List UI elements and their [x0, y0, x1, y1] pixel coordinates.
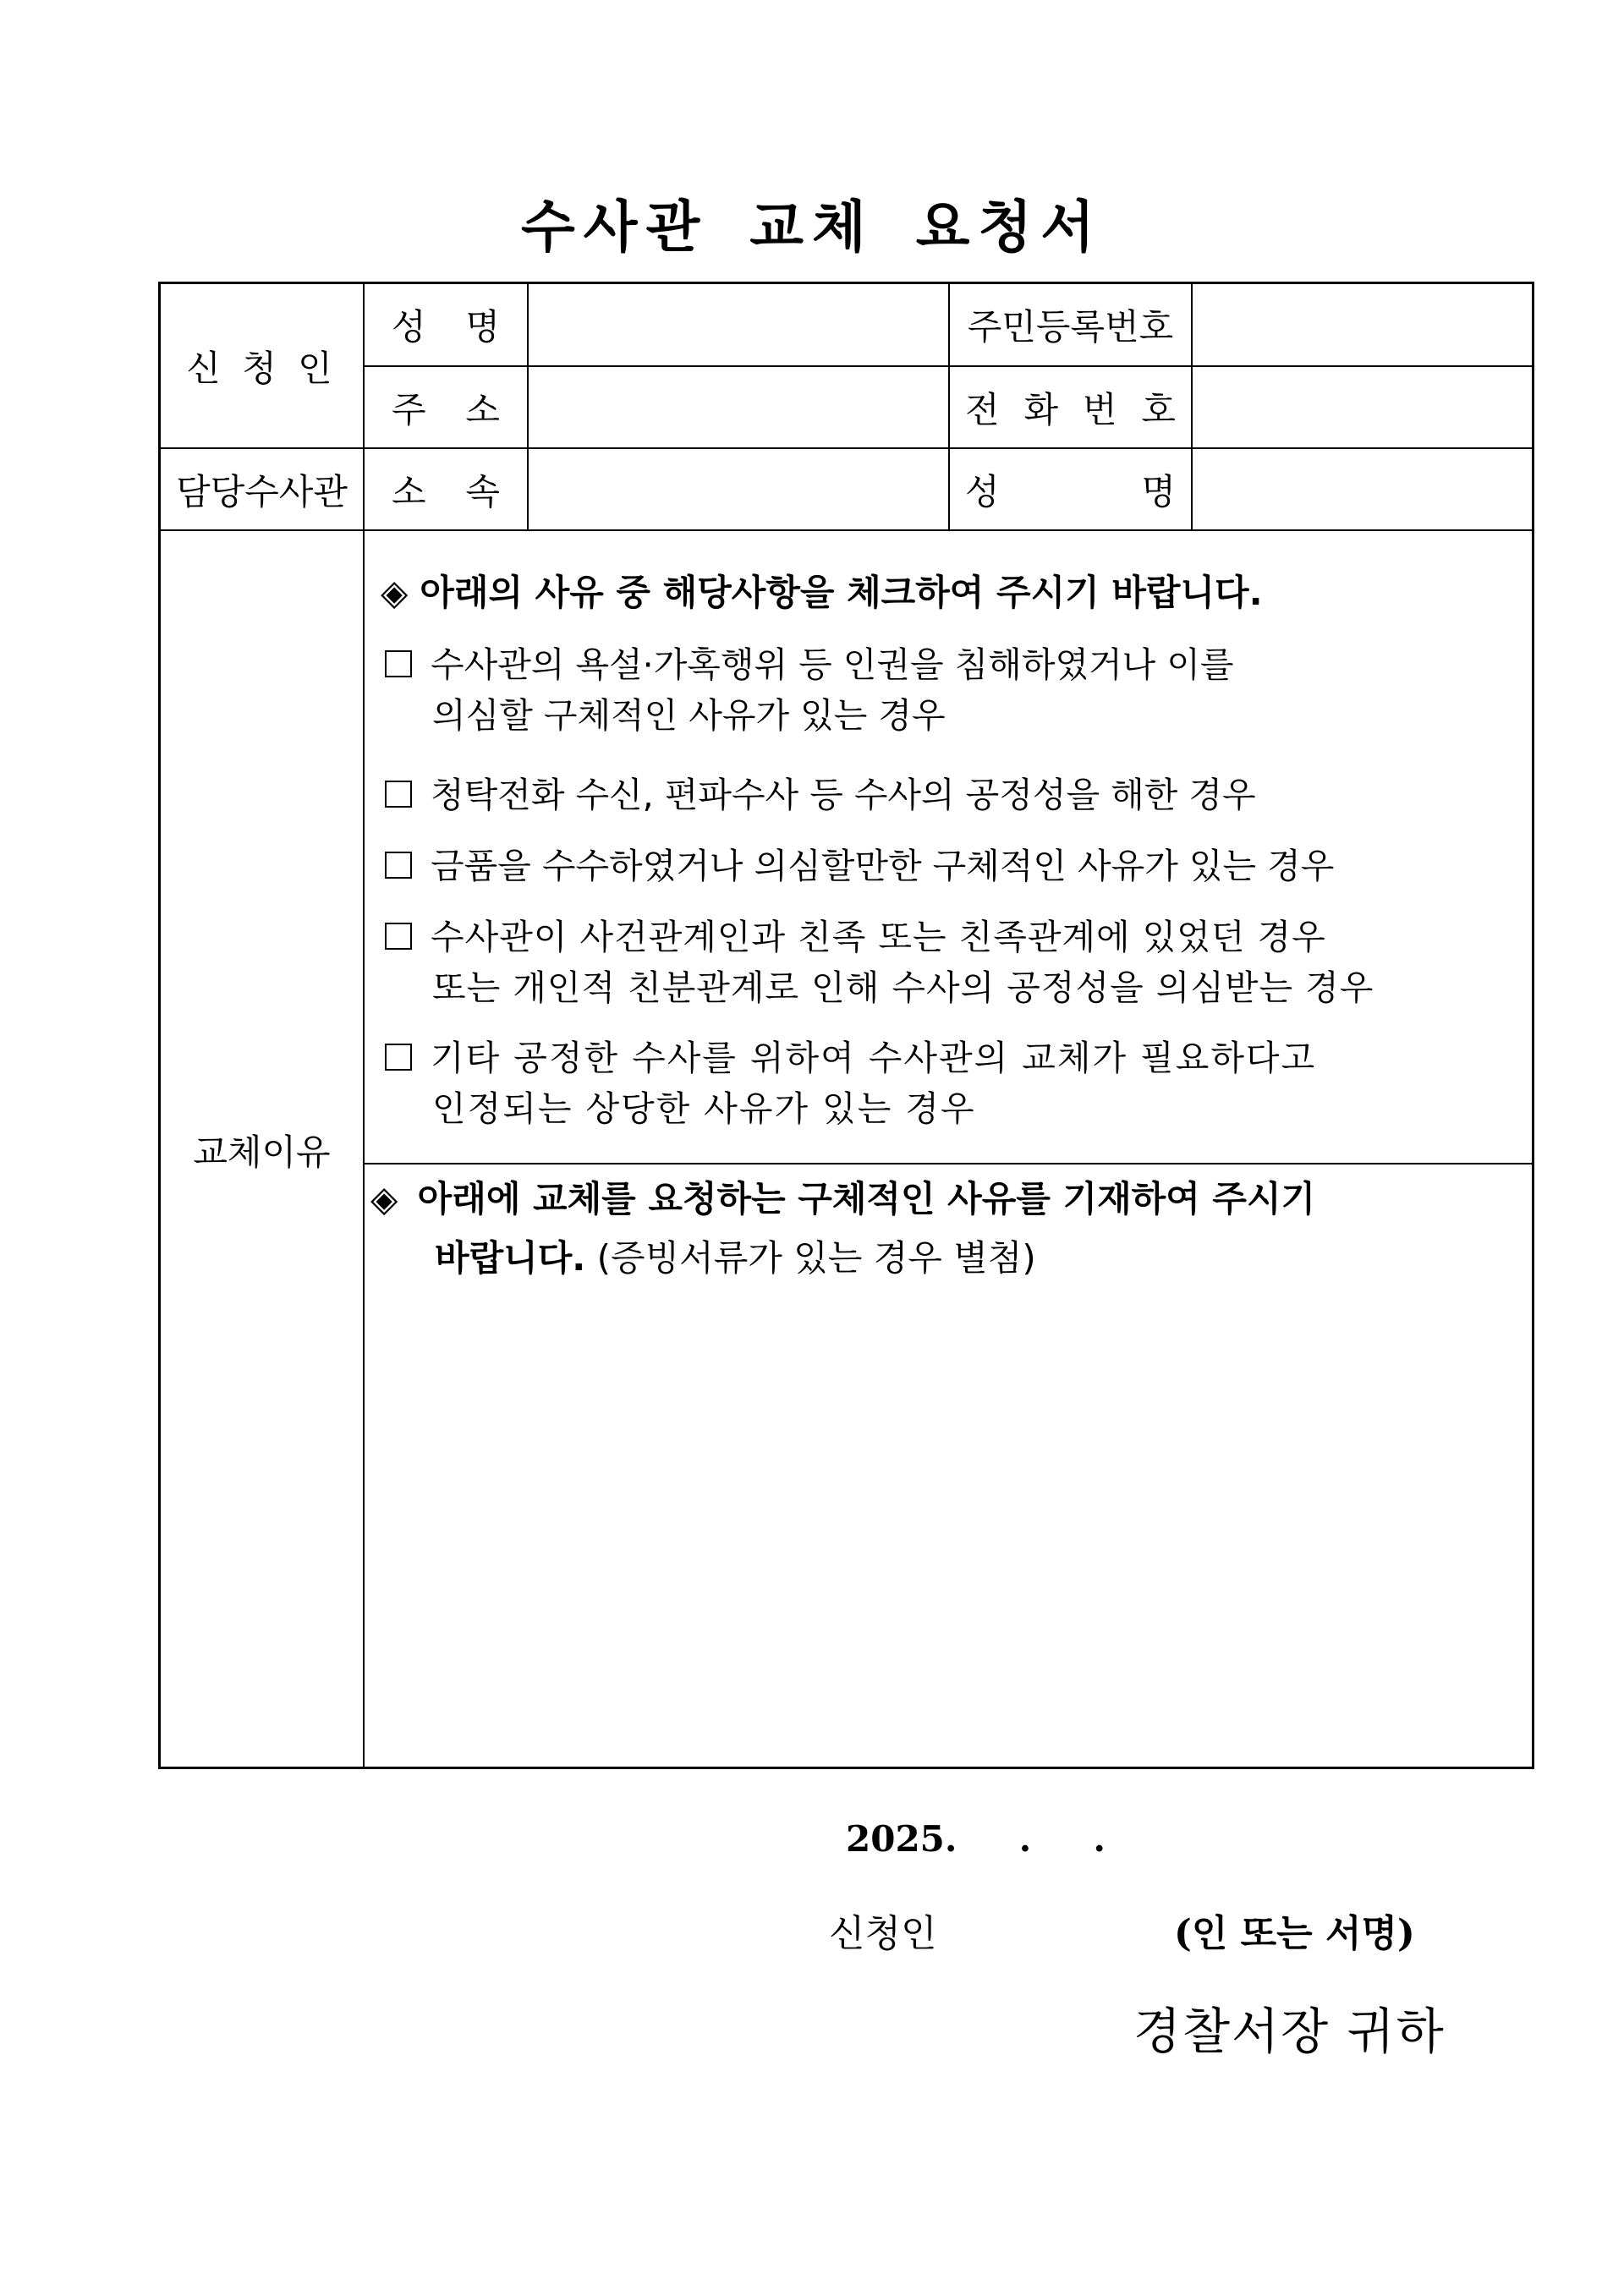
reason-option-text: 수사관이 사건관계인과 친족 또는 친족관계에 있었던 경우	[431, 917, 1326, 957]
reason-option-text: 인정되는 상당한 사유가 있는 경우	[432, 1088, 976, 1129]
seal-or-signature[interactable]: (인 또는 서명)	[1174, 1912, 1415, 1955]
officer-name-label-char: 성	[965, 470, 1000, 512]
address-label	[365, 367, 527, 447]
name-label-char: 명	[465, 306, 500, 348]
name-label	[365, 284, 527, 365]
phone-label-char: 전	[965, 388, 1000, 430]
affiliation-label-char: 속	[465, 470, 500, 512]
detail-instruction-text: 아래에 교체를 요청하는 구체적인 사유를 기재하여 주시기	[417, 1178, 1316, 1219]
checkbox[interactable]	[385, 1044, 412, 1071]
row-divider	[161, 529, 1534, 531]
check-instruction-text: 아래의 사유 중 해당사항을 체크하여 주시기 바랍니다.	[420, 572, 1263, 613]
phone-label-char: 화	[1023, 388, 1059, 430]
applicant-signature-label: 신청인	[829, 1912, 937, 1955]
diamond-bullet-icon: ◈	[381, 572, 409, 613]
diamond-bullet-icon: ◈	[370, 1178, 398, 1219]
rrn-label: 주민등록번호	[967, 306, 1174, 348]
detail-instruction-text: 바랍니다.	[435, 1237, 586, 1279]
reason-option-text: 기타 공정한 수사를 위하여 수사관의 교체가 필요하다고	[431, 1038, 1317, 1078]
phone-label	[950, 367, 1191, 447]
checkbox[interactable]	[385, 923, 412, 950]
phone-label-char: 번	[1082, 388, 1117, 430]
reason-option[interactable]	[385, 770, 1256, 820]
row-divider	[364, 1163, 1534, 1164]
checkbox[interactable]	[385, 852, 412, 879]
detail-instruction	[370, 1170, 1315, 1288]
phone-label-char: 호	[1141, 388, 1176, 430]
address-label-char: 주	[392, 388, 426, 430]
name-label-char: 성	[392, 306, 426, 348]
rrn-input[interactable]	[1193, 284, 1534, 365]
address-input[interactable]	[529, 367, 948, 447]
officer-label: 담당수사관	[176, 470, 348, 512]
reason-label: 교체이유	[193, 1132, 331, 1173]
reason-option-text: 또는 개인적 친분관계로 인해 수사의 공정성을 의심받는 경우	[432, 967, 1374, 1008]
reason-option-text: 의심할 구체적인 사유가 있는 경우	[432, 695, 946, 736]
form-title: 수사관 교체 요청서	[520, 195, 1103, 260]
request-form-table	[158, 282, 1534, 1769]
recipient: 경찰서장 귀하	[1133, 2003, 1446, 2060]
officer-name-label-char: 명	[1141, 470, 1176, 512]
applicant-label: 신 청 인	[186, 347, 337, 389]
detail-reason-textarea[interactable]	[372, 1299, 1522, 1756]
affiliation-input[interactable]	[529, 449, 948, 529]
reason-option-text: 금품을 수수하였거나 의심할만한 구체적인 사유가 있는 경우	[431, 846, 1335, 886]
reason-option[interactable]	[385, 639, 1234, 741]
reason-option[interactable]	[385, 841, 1334, 891]
reason-option-text: 수사관의 욕설·가혹행위 등 인권을 침해하였거나 이를	[431, 644, 1234, 685]
name-input[interactable]	[529, 284, 948, 365]
reason-option-text: 청탁전화 수신, 편파수사 등 수사의 공정성을 해한 경우	[431, 775, 1256, 815]
officer-name-input[interactable]	[1193, 449, 1534, 529]
check-instruction	[381, 565, 1263, 616]
officer-name-label	[950, 449, 1191, 529]
address-label-char: 소	[465, 388, 500, 430]
checkbox[interactable]	[385, 650, 412, 677]
affiliation-label	[365, 449, 527, 529]
affiliation-label-char: 소	[392, 470, 426, 512]
detail-instruction-note: (증빙서류가 있는 경우 별첨)	[596, 1237, 1036, 1279]
reason-option[interactable]	[385, 912, 1374, 1013]
phone-input[interactable]	[1193, 367, 1534, 447]
date-line[interactable]: 2025. . .	[846, 1818, 1106, 1860]
checkbox[interactable]	[385, 781, 412, 808]
reason-option[interactable]	[385, 1033, 1316, 1134]
